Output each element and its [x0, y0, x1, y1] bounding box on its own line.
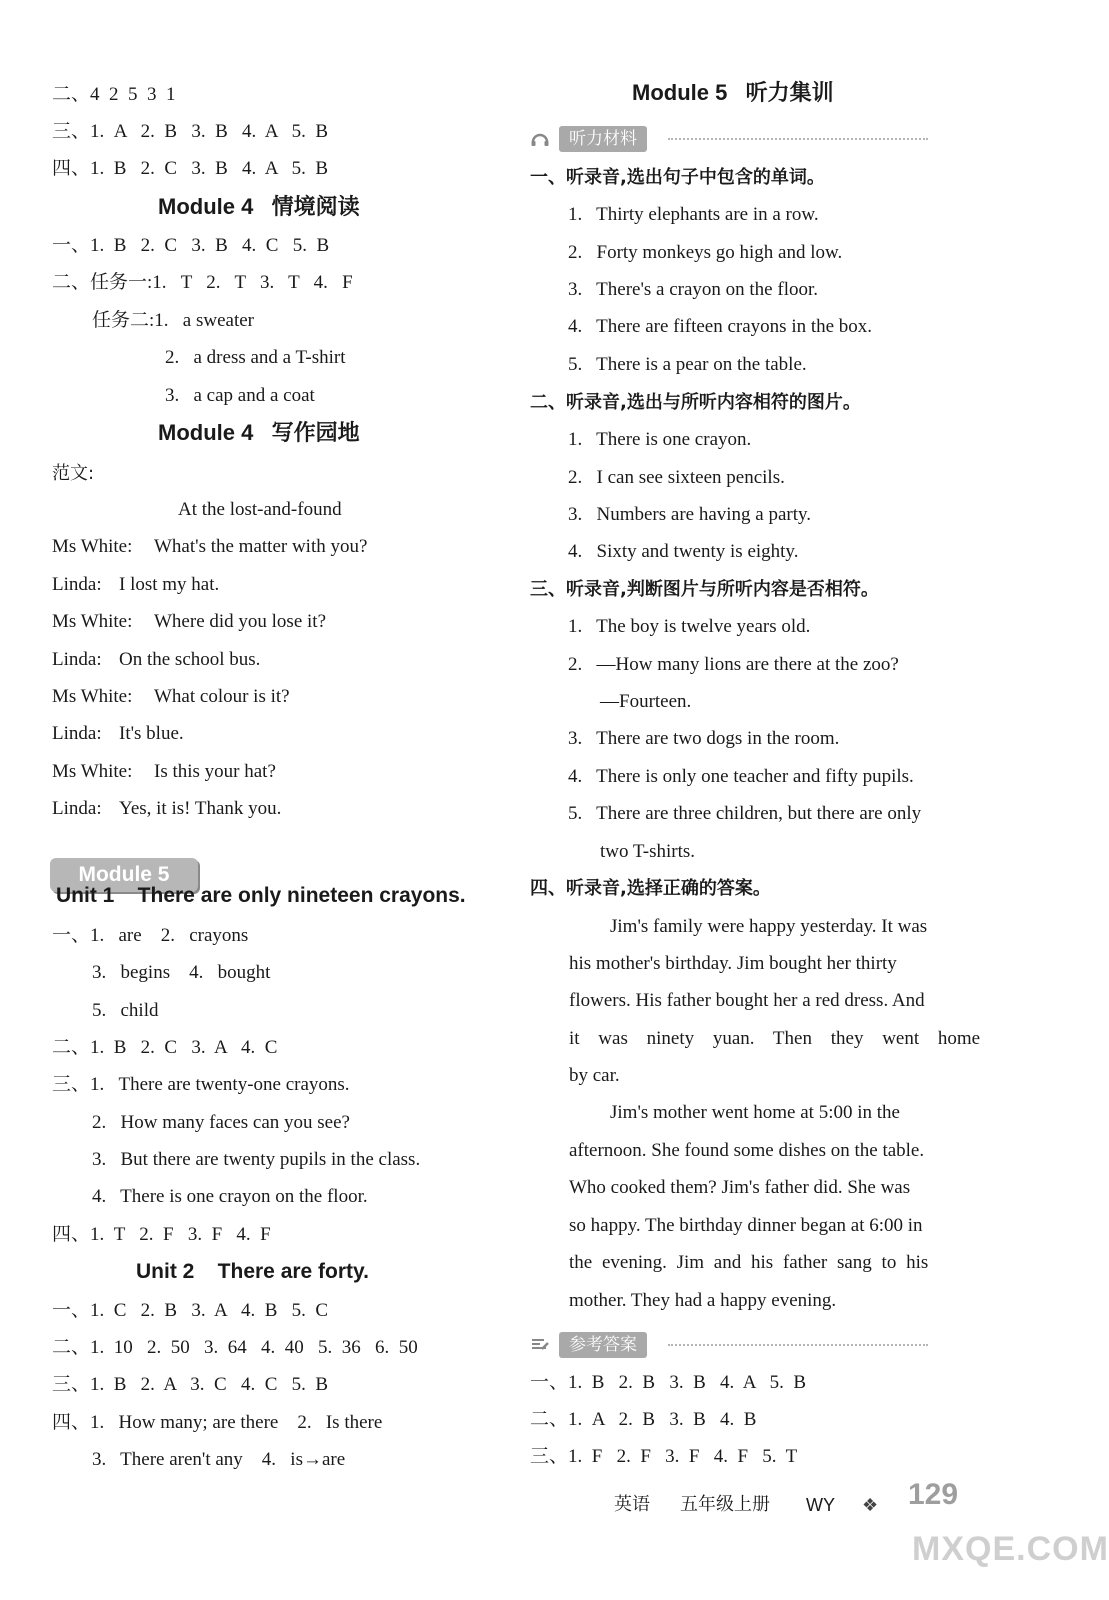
listening-material-tag: 听力材料 [559, 126, 647, 152]
transcript-line: 4. Sixty and twenty is eighty. [568, 541, 799, 562]
passage-line: mother. They had a happy evening. [569, 1290, 837, 1311]
answer-line: 一、1. B 2. B 3. B 4. A 5. B [530, 1372, 807, 1393]
unit-title: Unit 2 There are forty. [136, 1260, 369, 1283]
passage-line: Jim's mother went home at 5:00 in the [610, 1102, 900, 1123]
answer-line: 三、1. F 2. F 3. F 4. F 5. T [530, 1446, 798, 1467]
question-heading: 二、听录音,选出与所听内容相符的图片。 [530, 392, 861, 413]
headphones-icon [530, 131, 550, 147]
transcript-line: —Fourteen. [600, 691, 692, 712]
passage-line: Who cooked them? Jim's father did. She was [569, 1177, 911, 1198]
footer-grade: 五年级上册 [680, 1494, 770, 1515]
dialog-line: What colour is it? [154, 686, 290, 707]
answer-line: 5. child [92, 1000, 159, 1021]
passage-line: so happy. The birthday dinner began at 6:00 in [569, 1215, 923, 1236]
answer-line: 三、1. B 2. A 3. C 4. C 5. B [52, 1374, 329, 1395]
dialog-line: I lost my hat. [119, 574, 220, 595]
answer-line: 二、1. 10 2. 50 3. 64 4. 40 5. 36 6. 50 [52, 1337, 418, 1358]
question-heading: 三、听录音,判断图片与所听内容是否相符。 [530, 579, 879, 600]
answer-line: 3. There aren't any 4. is→are [92, 1449, 346, 1470]
sample-label: 范文: [52, 463, 95, 484]
transcript-line: 3. There's a crayon on the floor. [568, 279, 818, 300]
pencil-icon [530, 1336, 550, 1352]
dialog-speaker: Ms White: [52, 761, 133, 782]
dialog-line: It's blue. [119, 723, 184, 744]
passage-line: the evening. Jim and his father sang to his [569, 1252, 929, 1273]
module-badge: Module 5 [50, 858, 198, 892]
dialog-speaker: Ms White: [52, 686, 133, 707]
transcript-line: 5. There are three children, but there are only [568, 803, 922, 824]
page-number: 129 [908, 1478, 959, 1511]
dialog-speaker: Linda: [52, 574, 102, 595]
question-heading: 四、听录音,选择正确的答案。 [530, 878, 771, 899]
dialog-speaker: Ms White: [52, 536, 133, 557]
footer-subject: 英语 [614, 1494, 650, 1515]
transcript-line: 2. —How many lions are there at the zoo? [568, 654, 899, 675]
divider [668, 1344, 928, 1346]
watermark: MXQE.COM [912, 1530, 1109, 1568]
dialog-line: What's the matter with you? [154, 536, 368, 557]
answer-line: 3. But there are twenty pupils in the class. [92, 1149, 421, 1170]
passage-line: afternoon. She found some dishes on the table. [569, 1140, 925, 1161]
footer-edition: WY [806, 1495, 835, 1515]
answer-line: 二、4 2 5 3 1 [52, 84, 176, 105]
passage-line: flowers. His father bought her a red dress. And [569, 990, 925, 1011]
answer-line: 一、1. C 2. B 3. A 4. B 5. C [52, 1300, 329, 1321]
answer-line: 三、1. There are twenty-one crayons. [52, 1074, 350, 1095]
dialog-speaker: Linda: [52, 723, 102, 744]
passage-line: his mother's birthday. Jim bought her thirty [569, 953, 897, 974]
transcript-line: 2. Forty monkeys go high and low. [568, 242, 843, 263]
dialog-line: Yes, it is! Thank you. [119, 798, 282, 819]
answer-line: 2. How many faces can you see? [92, 1112, 350, 1133]
answer-line: 二、1. B 2. C 3. A 4. C [52, 1037, 278, 1058]
divider [668, 138, 928, 140]
answer-line: 一、1. B 2. C 3. B 4. C 5. B [52, 235, 330, 256]
dialog-line: Is this your hat? [154, 761, 276, 782]
answer-line: 2. a dress and a T-shirt [165, 347, 346, 368]
answer-line: 三、1. A 2. B 3. B 4. A 5. B [52, 121, 329, 142]
essay-title: At the lost-and-found [178, 499, 342, 520]
answer-line: 四、1. B 2. C 3. B 4. A 5. B [52, 158, 329, 179]
answer-line: 一、1. are 2. crayons [52, 925, 249, 946]
answer-line: 四、1. How many; are there 2. Is there [52, 1412, 383, 1433]
passage-line: it was ninety yuan. Then they went home [569, 1028, 981, 1049]
transcript-line: 1. The boy is twelve years old. [568, 616, 811, 637]
answer-line: 四、1. T 2. F 3. F 4. F [52, 1224, 271, 1245]
answer-line: 3. a cap and a coat [165, 385, 315, 406]
answer-line: 任务二:1. a sweater [92, 310, 254, 331]
section-title: Module 5 听力集训 [632, 80, 834, 105]
transcript-line: 1. There is one crayon. [568, 429, 752, 450]
transcript-line: 5. There is a pear on the table. [568, 354, 807, 375]
passage-line: by car. [569, 1065, 620, 1086]
dialog-line: Where did you lose it? [154, 611, 327, 632]
transcript-line: 1. Thirty elephants are in a row. [568, 204, 819, 225]
dialog-speaker: Linda: [52, 798, 102, 819]
section-title: Module 4 写作园地 [158, 420, 360, 445]
section-title: Module 4 情境阅读 [158, 194, 360, 219]
transcript-line: 2. I can see sixteen pencils. [568, 467, 785, 488]
answer-line: 4. There is one crayon on the floor. [92, 1186, 368, 1207]
dialog-speaker: Ms White: [52, 611, 133, 632]
diamond-icon: ❖ [862, 1495, 879, 1515]
dialog-line: On the school bus. [119, 649, 261, 670]
transcript-line: two T-shirts. [600, 841, 696, 862]
transcript-line: 3. There are two dogs in the room. [568, 728, 840, 749]
transcript-line: 3. Numbers are having a party. [568, 504, 812, 525]
transcript-line: 4. There is only one teacher and fifty pupils. [568, 766, 914, 787]
unit-title: Unit 1 There are only nineteen crayons. [56, 884, 466, 907]
answer-line: 3. begins 4. bought [92, 962, 271, 983]
dialog-speaker: Linda: [52, 649, 102, 670]
answer-key-tag: 参考答案 [559, 1332, 647, 1358]
transcript-line: 4. There are fifteen crayons in the box. [568, 316, 873, 337]
passage-line: Jim's family were happy yesterday. It was [610, 916, 928, 937]
answer-line: 二、1. A 2. B 3. B 4. B [530, 1409, 757, 1430]
answer-line: 二、任务一:1. T 2. T 3. T 4. F [52, 272, 353, 293]
question-heading: 一、听录音,选出句子中包含的单词。 [530, 167, 825, 188]
